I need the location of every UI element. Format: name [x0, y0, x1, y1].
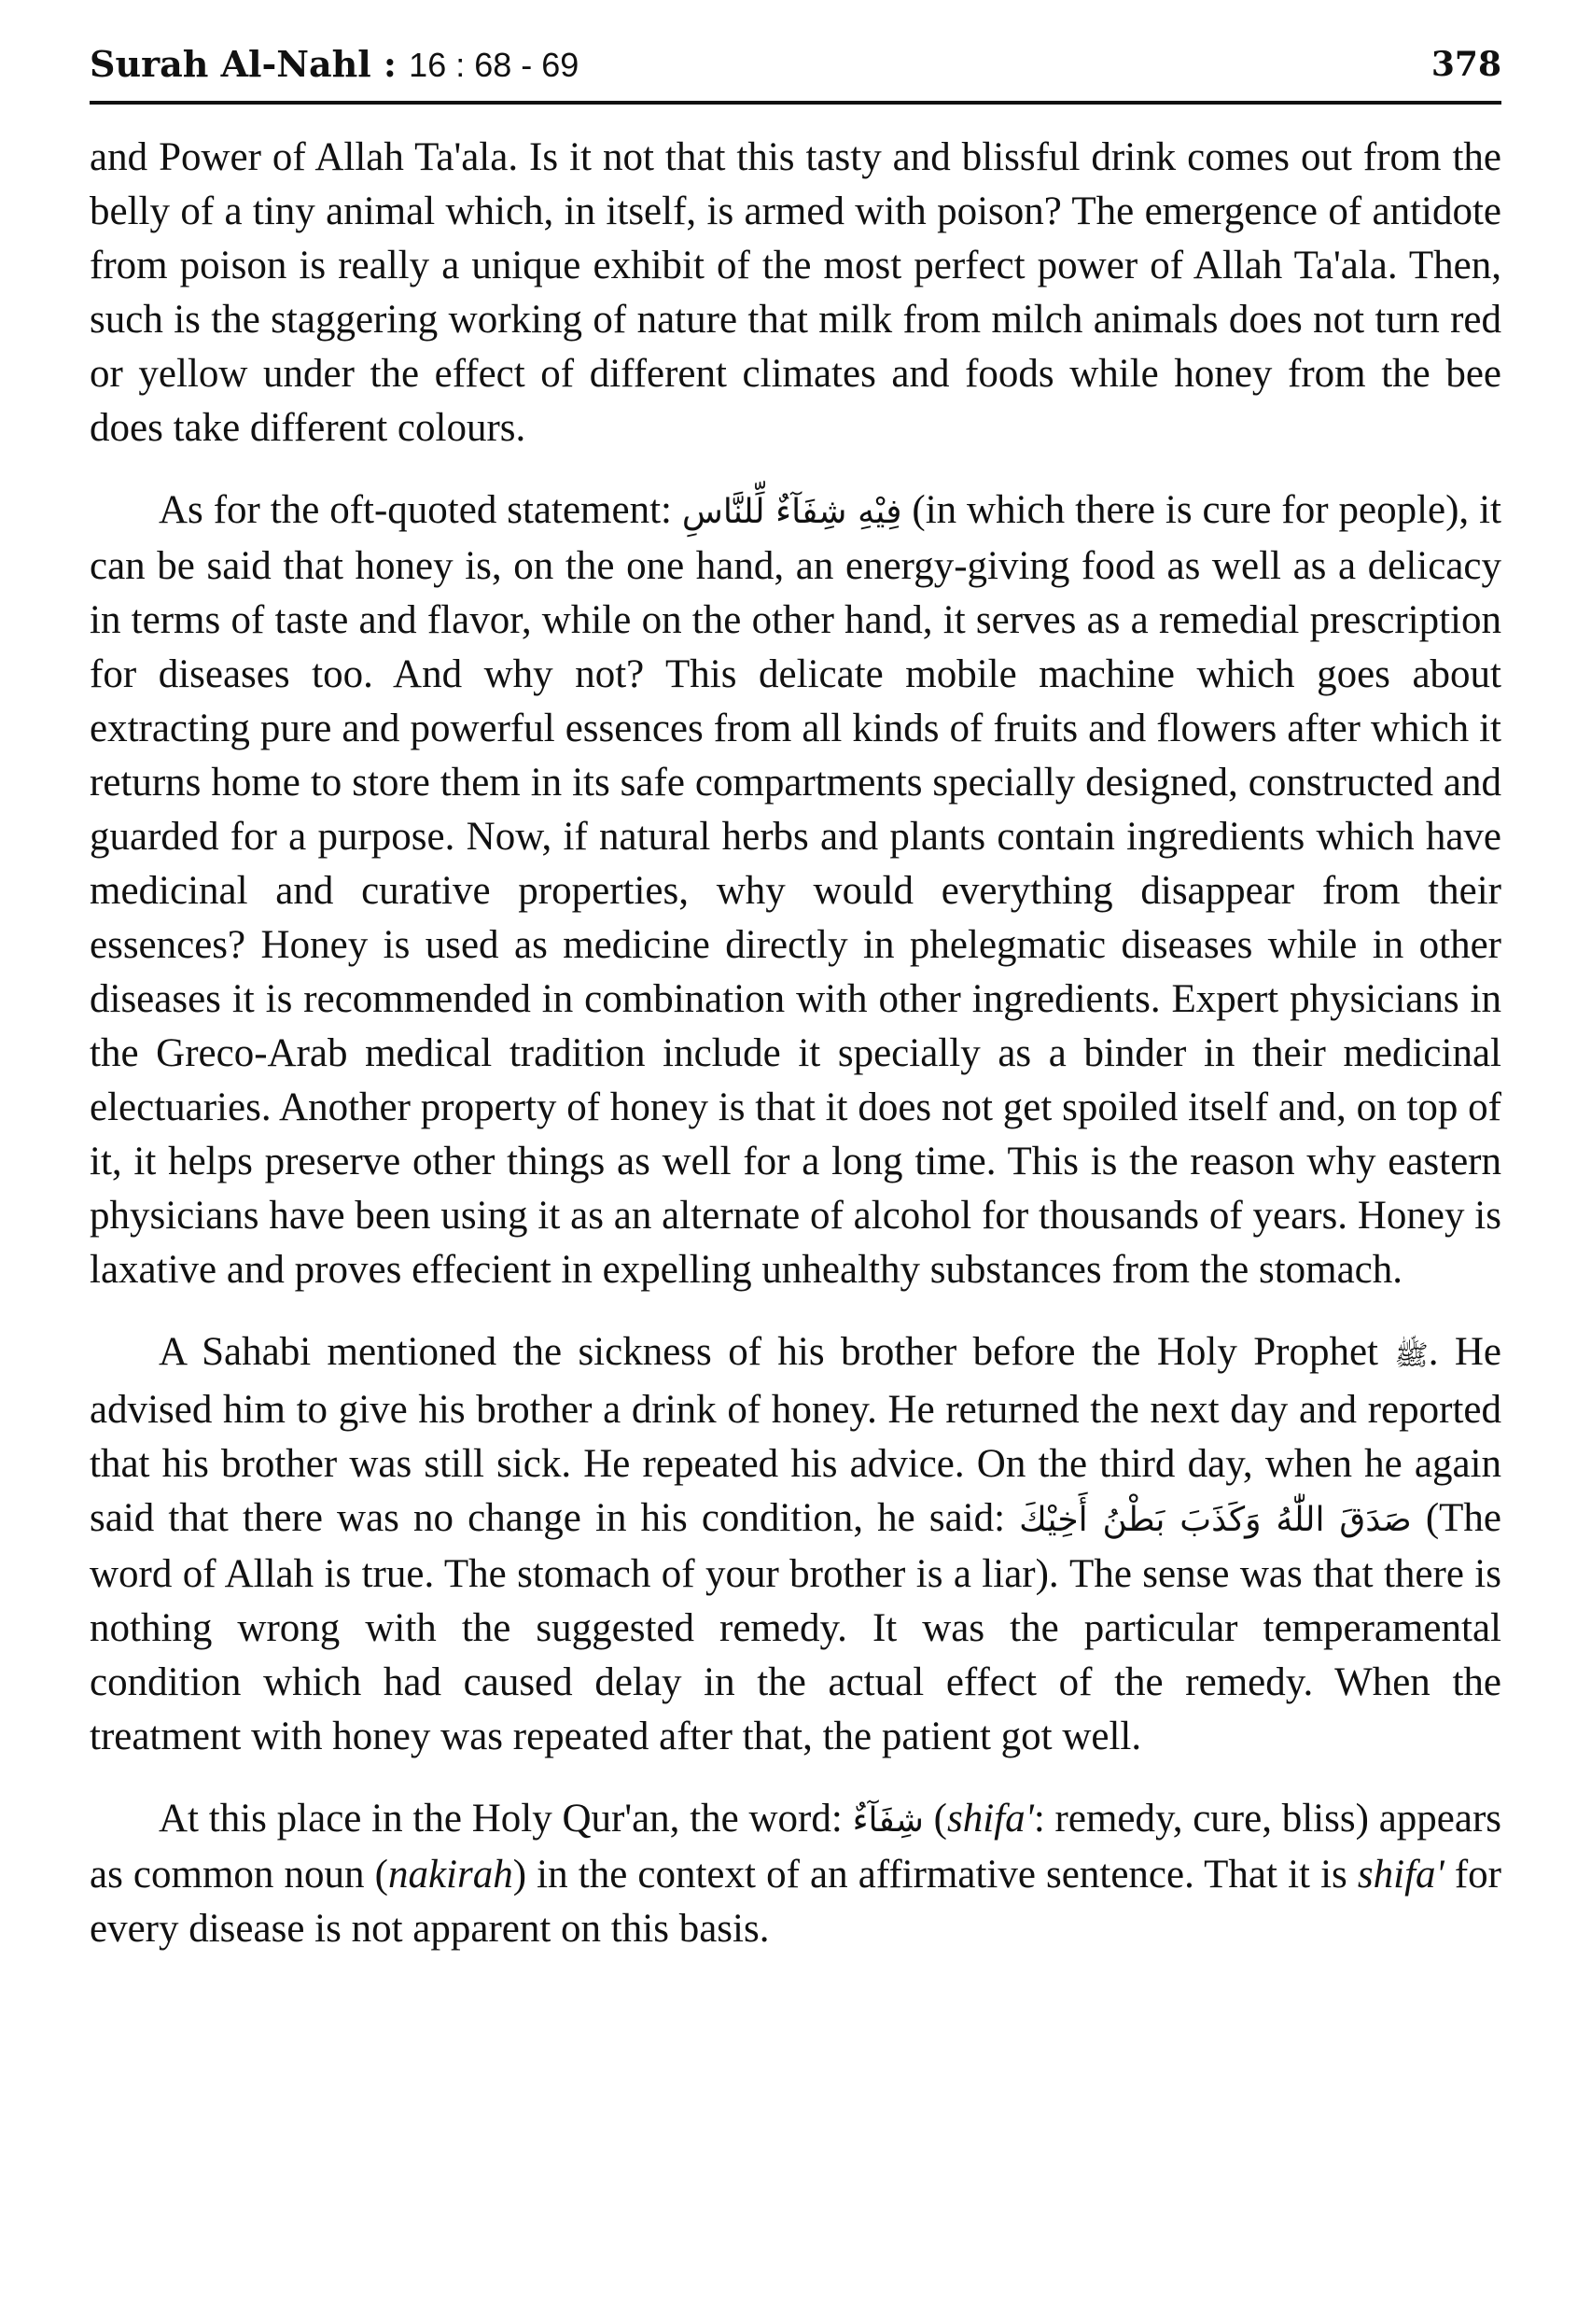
arabic-quote-cure: فِيْهِ شِفَآءٌ لِّلنَّاسِ: [681, 493, 902, 531]
paragraph-3-intro: A Sahabi mentioned the sickness of his brother before the Holy Prophet: [159, 1330, 1379, 1374]
paragraph-3-text: (The word of Allah is true. The stomach of your brother is a liar). The sense was that there is nothing wrong with the suggested remedy. It was the particular temperamental condition which had caused delay in the actual effect of the remedy. When the treatment with honey was repeated after that, the patient got well.: [90, 1496, 1502, 1758]
paragraph-3-middle: . He advised him to give his brother a drink of honey. He returned the next day and reported that his brother was still sick. He repeated his advice. On the third day, when he again said that there was no change in his condition, he said:: [90, 1330, 1502, 1540]
page-number: 378: [1431, 45, 1501, 84]
paragraph-3: [90, 1325, 1501, 1764]
page-header: [90, 43, 1501, 105]
verse-reference: 16 : 68 - 69: [409, 46, 579, 84]
running-title: [90, 43, 579, 87]
surah-title: Surah Al-Nahl :: [90, 43, 397, 85]
salawat-symbol: ﷺ: [1394, 1339, 1429, 1372]
paragraph-1: [90, 131, 1501, 455]
paragraph-4: At this place in the Holy Qur'an, the word: شِفَآءٌ (shifa': remedy, cure, bliss) appears as common noun (nakirah) in the context of an affirmative sentence. That it is shifa' for every disease is not apparent on this basis.: [90, 1797, 1502, 1951]
term-nakirah: nakirah: [387, 1853, 513, 1897]
arabic-word-shifa: شِفَآءٌ: [852, 1801, 924, 1840]
body-text: [90, 131, 1501, 1984]
paragraph-2: [90, 483, 1501, 1297]
paragraph-4-text: for every disease is not apparent on this basis.: [90, 1853, 1501, 1951]
term-shifa: shifa': [947, 1797, 1034, 1841]
arabic-quote-stomach: صَدَقَ اللّٰهُ وَكَذَبَ بَطْنُ أَخِيْكَ: [1019, 1501, 1412, 1539]
paragraph-2-intro: As for the oft-quoted statement:: [159, 488, 672, 532]
paragraph-4-middle-2: ) in the context of an affirmative sentence. That it is: [512, 1853, 1347, 1897]
term-shifa-2: shifa': [1357, 1853, 1444, 1897]
paragraph-2-text: (in which there is cure for people), it can be said that honey is, on the one hand, an energy-giving food as well as a delicacy in terms of taste and flavor, while on the other hand, it serves as a remedial prescription for diseases too. And why not? This delicate mobile machine which goes about extracting pure and powerful essences from all kinds of fruits and flowers after which it returns home to store them in its safe compartments specially designed, constructed and guarded for a purpose. Now, if natural herbs and plants contain ingredients which have medicinal and curative properties, why would everything disappear from their essences? Honey is used as medicine directly in phelegmatic diseases while in other diseases it is recommended in combination with other ingredients. Expert physicians in the Greco-Arab medical tradition include it specially as a binder in their medicinal electuaries. Another property of honey is that it does not get spoiled itself and, on top of it, it helps preserve other things as well for a long time. This is the reason why eastern physicians have been using it as an alternate of alcohol for thousands of years. Honey is laxative and proves effecient in expelling unhealthy substances from the stomach.: [90, 488, 1501, 1292]
paragraph-4-intro: At this place in the Holy Qur'an, the word:: [159, 1797, 843, 1841]
paragraph-1-text: and Power of Allah Ta'ala. Is it not that this tasty and blissful drink comes out from the belly of a tiny animal which, in itself, is armed with poison? The emergence of antidote from poison is really a unique exhibit of the most perfect power of Allah Ta'ala. Then, such is the staggering working of nature that milk from milch animals does not turn red or yellow under the effect of different climates and foods while honey from the bee does take different colours.: [90, 135, 1501, 450]
paragraph-4-middle: : remedy, cure, bliss) appears as common noun (: [90, 1797, 1502, 1897]
